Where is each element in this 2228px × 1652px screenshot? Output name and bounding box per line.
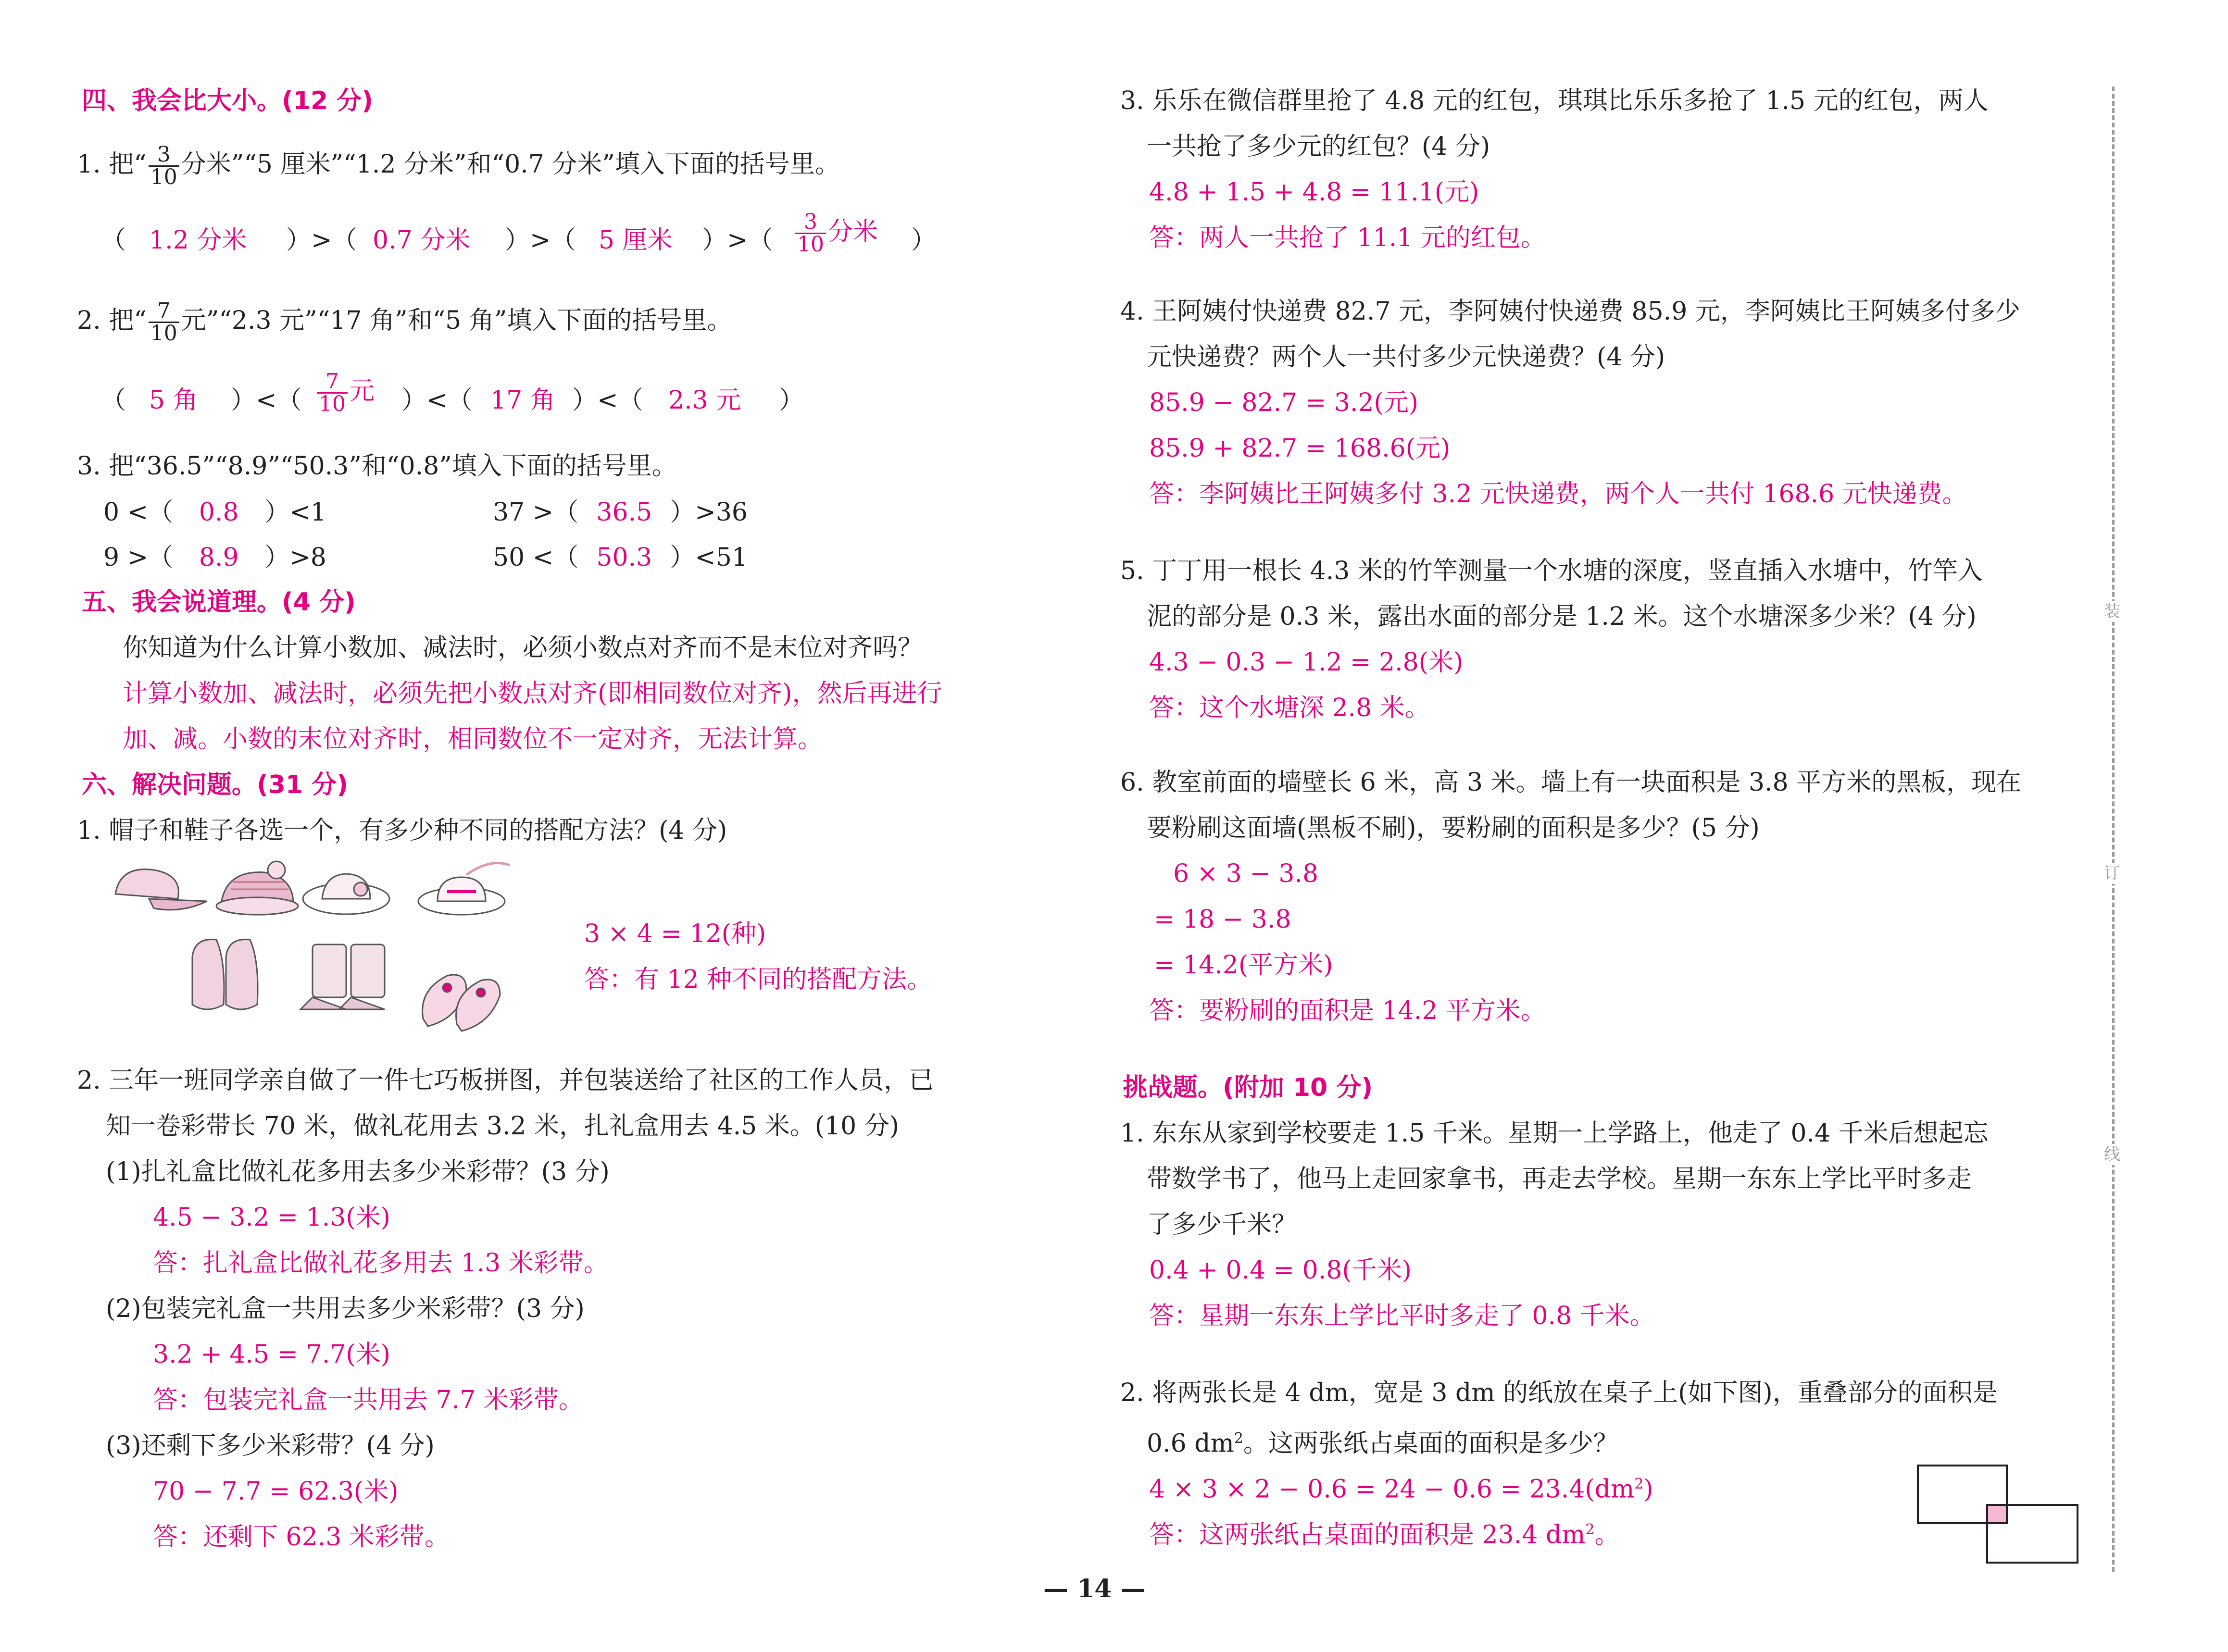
paren-close: ） [911, 226, 937, 255]
c1-line-3: 了多少千米？ [1147, 1210, 1297, 1239]
c1-line-1: 1. 东东从家到学校要走 1.5 千米。星期一上学路上，他走了 0.4 千米后想起忘 [1120, 1119, 1989, 1148]
r-q5-answer: 答：这个水塘深 2.8 米。 [1149, 694, 1430, 722]
s6-q2b-answer: 答：包装完礼盒一共用去 7.7 米彩带。 [153, 1386, 584, 1415]
cut-mark-zhuang: 装 [2100, 601, 2124, 622]
fraction-unit: 分米 [828, 217, 878, 246]
answer-fraction [317, 371, 348, 415]
s4-a3-item [493, 494, 748, 531]
r-q4-line-2: 元快递费？两个人一共付多少元快递费？(4 分) [1147, 343, 1665, 372]
s4-q3-text: 3. 把“36.5”“8.9”“50.3”和“0.8”填入下面的括号里。 [77, 452, 677, 481]
s4-q2-text [77, 300, 732, 344]
paren-close: ） [779, 386, 804, 415]
inequality-right: ）<1 [264, 498, 326, 527]
inequality-answer: 50.3 [596, 543, 652, 572]
fraction-numerator: 7 [317, 371, 348, 394]
s4-a2-value-2 [315, 371, 375, 415]
s6-q2c: (3)还剩下多少米彩带？(4 分) [106, 1431, 435, 1460]
comparison-sign: ）>（ [286, 226, 357, 255]
s5-answer-line-1: 计算小数加、减法时，必须先把小数点对齐(即相同数位对齐)，然后再进行 [123, 679, 942, 708]
s6-q2b: (2)包装完礼盒一共用去多少米彩带？(3 分) [106, 1294, 585, 1323]
c2-answer-text: 答：这两张纸占桌面的面积是 23.4 dm [1149, 1520, 1586, 1550]
c1-line-2: 带数学书了，他马上走回家拿书，再走去学校。星期一东东上学比平时多走 [1147, 1165, 1972, 1193]
r-q5-line-2: 泥的部分是 0.3 米，露出水面的部分是 1.2 米。这个水塘深多少米？(4 分) [1147, 602, 1977, 631]
s4-a3-item [493, 539, 748, 576]
s4-a1-value-1: 1.2 分米 [149, 226, 247, 255]
s4-q1-text [77, 144, 840, 188]
r-q5-calc: 4.3 − 0.3 − 1.2 = 2.8(米) [1149, 648, 1464, 677]
c1-calc: 0.4 + 0.4 = 0.8(千米) [1149, 1256, 1412, 1285]
s4-a2-value-4: 2.3 元 [668, 386, 741, 415]
inequality-answer: 8.9 [199, 543, 239, 572]
s6-q2b-calc: 3.2 + 4.5 = 7.7(米) [153, 1340, 390, 1369]
s6-q1-calc: 3 × 4 = 12(种) [584, 919, 766, 948]
section-5-title: 五、我会说道理。(4 分) [82, 588, 356, 617]
hat-sunhat-icon [303, 874, 389, 914]
r-q3-calc: 4.8 + 1.5 + 4.8 = 11.1(元) [1149, 178, 1479, 207]
paren-open: （ [101, 226, 126, 255]
r-q4-calc-1: 85.9 − 82.7 = 3.2(元) [1149, 388, 1419, 417]
fraction-numerator: 7 [149, 300, 179, 323]
r-q3-line-2: 一共抢了多少元的红包？(4 分) [1147, 132, 1490, 161]
superscript: 2 [1234, 1430, 1243, 1447]
s6-q1-text: 1. 帽子和鞋子各选一个，有多少种不同的搭配方法？(4 分) [77, 816, 727, 845]
comparison-sign: ）<（ [231, 386, 302, 415]
fraction-numerator: 3 [795, 211, 826, 234]
s4-a2-value-1: 5 角 [149, 386, 198, 415]
s6-q2-line-1: 2. 三年一班同学亲自做了一件七巧板拼图，并包装送给了社区的工作人员，已 [77, 1066, 934, 1095]
fraction-unit: 元 [350, 377, 375, 406]
s5-answer-line-2: 加、减。小数的末位对齐时，相同数位不一定对齐，无法计算。 [123, 725, 823, 754]
r-q5-line-1: 5. 丁丁用一根长 4.3 米的竹竿测量一个水塘的深度，竖直插入水塘中，竹竿入 [1120, 557, 1983, 585]
fraction-denominator: 10 [150, 165, 177, 189]
c2-line-1: 2. 将两张长是 4 dm，宽是 3 dm 的纸放在桌子上(如下图)，重叠部分的面积是 [1120, 1379, 1998, 1407]
s6-q1-answer: 答：有 12 种不同的搭配方法。 [584, 965, 932, 994]
s4-a1-value-4 [793, 211, 878, 255]
comparison-sign: ）<（ [401, 386, 473, 415]
hat-cap-icon [115, 869, 207, 910]
r-q6-calc-2: = 18 − 3.8 [1154, 905, 1291, 934]
challenge-title: 挑战题。(附加 10 分) [1123, 1073, 1373, 1102]
r-q6-line-2: 要粉刷这面墙(黑板不刷)，要粉刷的面积是多少？(5 分) [1147, 814, 1760, 843]
answer-fraction [795, 211, 826, 255]
paren-open: （ [101, 386, 126, 415]
s4-q1-fraction [149, 144, 179, 188]
s6-q2a: (1)扎礼盒比做礼花多用去多少米彩带？(3 分) [106, 1157, 610, 1186]
cut-mark-ding: 订 [2100, 863, 2124, 884]
superscript: 2 [1634, 1476, 1644, 1492]
c2-calc-close: ) [1643, 1475, 1653, 1504]
inequality-answer: 36.5 [596, 498, 652, 527]
s6-q2c-calc: 70 − 7.7 = 62.3(米) [153, 1477, 399, 1506]
s6-q2c-answer: 答：还剩下 62.3 米彩带。 [153, 1523, 450, 1552]
r-q3-line-1: 3. 乐乐在微信群里抢了 4.8 元的红包，琪琪比乐乐多抢了 1.5 元的红包，两人 [1120, 87, 1989, 115]
superscript: 2 [1585, 1521, 1595, 1538]
fraction-numerator: 3 [149, 144, 179, 167]
s4-a3-item [103, 539, 326, 576]
s6-q2-line-2: 知一卷彩带长 70 米，做礼花用去 3.2 米，扎礼盒用去 4.5 米。(10 分) [106, 1112, 900, 1141]
overlap-area [1988, 1506, 2006, 1522]
s6-q2a-calc: 4.5 − 3.2 = 1.3(米) [153, 1203, 390, 1232]
c2-calc [1149, 1466, 1653, 1507]
section-6-title: 六、解决问题。(31 分) [82, 770, 348, 799]
s4-a1-value-2: 0.7 分米 [373, 226, 471, 255]
hat-knit-icon [216, 861, 298, 915]
r-q3-answer: 答：两人一共抢了 11.1 元的红包。 [1149, 224, 1546, 252]
shoe-flat-icon [423, 975, 500, 1031]
c2-answer-end: 。 [1594, 1520, 1620, 1550]
inequality-right: ）>8 [264, 543, 326, 572]
section-4-title: 四、我会比大小。(12 分) [82, 87, 373, 115]
s4-q1-post: 分米”“5 厘米”“1.2 分米”和“0.7 分米”填入下面的括号里。 [181, 150, 840, 179]
fraction-denominator: 10 [797, 232, 824, 257]
r-q6-line-1: 6. 教室前面的墙壁长 6 米，高 3 米。墙上有一块面积是 3.8 平方米的黑板，现在 [1120, 768, 2022, 797]
binding-dashed-line [2112, 87, 2115, 1572]
comparison-sign: ）>（ [505, 226, 576, 255]
inequality-left: 50 <（ [493, 543, 579, 572]
r-q6-calc-1: 6 × 3 − 3.8 [1173, 859, 1319, 888]
shoe-boot-icon [300, 944, 385, 1009]
c2-calc-text: 4 × 3 × 2 − 0.6 = 24 − 0.6 = 23.4(dm [1149, 1475, 1635, 1504]
cut-mark-xian: 线 [2100, 1144, 2124, 1165]
hats-shoes-illustration [111, 860, 534, 1038]
c2-area-value: 0.6 dm [1147, 1429, 1234, 1458]
r-q4-line-1: 4. 王阿姨付快递费 82.7 元，李阿姨付快递费 85.9 元，李阿姨比王阿姨多付多少 [1120, 297, 2020, 326]
c1-answer: 答：星期一东东上学比平时多走了 0.8 千米。 [1149, 1302, 1655, 1330]
comparison-sign: ）<（ [572, 386, 643, 415]
inequality-left: 9 >（ [103, 543, 174, 572]
inequality-left: 37 >（ [493, 498, 579, 527]
fraction-denominator: 10 [150, 321, 177, 346]
s4-q2-post: 元”“2.3 元”“17 角”和“5 角”填入下面的括号里。 [181, 306, 732, 335]
overlapping-papers-diagram [1916, 1464, 2084, 1579]
s4-a2-value-3: 17 角 [490, 386, 555, 415]
c2-line-2 [1147, 1420, 1618, 1462]
s4-q2-pre: 2. 把“ [77, 306, 147, 335]
inequality-right: ）<51 [670, 543, 748, 572]
r-q6-answer: 答：要粉刷的面积是 14.2 平方米。 [1149, 996, 1546, 1025]
s4-a1-value-3: 5 厘米 [599, 226, 673, 255]
inequality-left: 0 <（ [103, 498, 174, 527]
inequality-right: ）>36 [670, 498, 748, 527]
inequality-answer: 0.8 [199, 498, 239, 527]
r-q4-answer: 答：李阿姨比王阿姨多付 3.2 元快递费，两个人一共付 168.6 元快递费。 [1149, 480, 1967, 509]
r-q6-calc-3: = 14.2(平方米) [1154, 951, 1333, 980]
shoe-sneaker-icon [192, 939, 258, 1009]
c2-question: 。这两张纸占桌面的面积是多少？ [1243, 1429, 1618, 1458]
r-q4-calc-2: 85.9 + 82.7 = 168.6(元) [1149, 434, 1451, 463]
fraction-denominator: 10 [319, 392, 346, 416]
s4-q2-fraction [149, 300, 179, 344]
s5-question: 你知道为什么计算小数加、减法时，必须小数点对齐而不是末位对齐吗？ [123, 633, 923, 662]
s6-q2a-answer: 答：扎礼盒比做礼花多用去 1.3 米彩带。 [153, 1249, 609, 1278]
c2-answer [1149, 1512, 1620, 1553]
page-number: — 14 — [1043, 1574, 1146, 1603]
s4-a3-item [103, 494, 326, 531]
comparison-sign: ）>（ [702, 226, 773, 255]
s4-q1-pre: 1. 把“ [77, 150, 147, 179]
hat-fedora-icon [418, 863, 510, 915]
